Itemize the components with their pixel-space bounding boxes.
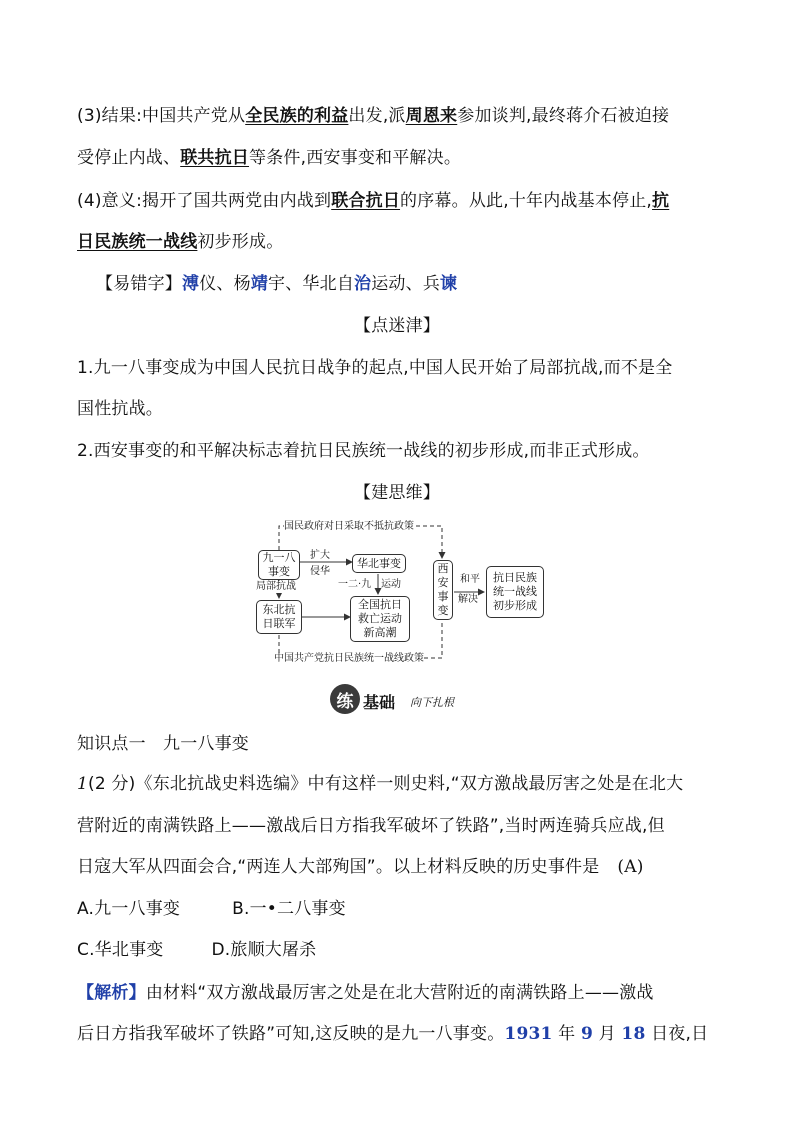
question-line-1 — [77, 772, 719, 796]
options-row-1 — [77, 897, 719, 921]
key-term: 全民族的利益 — [245, 106, 349, 126]
key-term: 抗 — [652, 191, 670, 211]
label-129-b: 运动 — [381, 579, 401, 590]
text: 仪、杨 — [199, 274, 251, 294]
text: 运动、兵 — [371, 274, 441, 294]
month: 9 — [580, 1024, 593, 1044]
tips-item-1-cont: 国性抗战。 — [77, 399, 163, 419]
top-policy-label: 国民政府对日采取不抵抗政策 — [284, 521, 414, 532]
box-northeast-army — [256, 600, 302, 634]
key-term: 联合抗日 — [331, 191, 401, 211]
box-918-incident — [258, 550, 300, 580]
result-line-2 — [77, 146, 719, 170]
text: 等条件,西安事变和平解决。 — [249, 148, 462, 168]
box-national-movement — [350, 596, 410, 642]
text: 的序幕。从此,十年内战基本停止, — [400, 191, 653, 211]
text: 受停止内战、 — [77, 148, 181, 168]
box-text: 事 — [437, 590, 449, 603]
box-text: 初步形成 — [493, 599, 537, 612]
text: 后日方指我军破坏了铁路”可知,这反映的是九一八事变。 — [77, 1024, 505, 1044]
option-c: C.华北事变 — [77, 940, 164, 960]
typo-line — [96, 272, 738, 296]
highlight-char: 谏 — [440, 274, 458, 294]
text: (4)意义:揭开了国共两党由内战到 — [77, 191, 332, 211]
text: (3)结果:中国共产党从 — [77, 106, 246, 126]
text: 出发,派 — [348, 106, 406, 126]
option-b: B.一•二八事变 — [232, 899, 346, 919]
text: (2 分)《东北抗战史料选编》中有这样一则史料,“双方激战最厉害之处是在北大 — [88, 774, 684, 794]
mindmap-title: 【建思维】 — [354, 483, 440, 503]
box-text: 安 — [437, 576, 449, 589]
box-xian-incident — [433, 560, 453, 620]
practice-banner — [330, 684, 470, 716]
box-text: 事变 — [268, 565, 290, 578]
label-expand: 扩大 — [310, 550, 330, 561]
box-text: 全国抗日 — [358, 598, 402, 611]
tips-item-1: 1.九一八事变成为中国人民抗日战争的起点,中国人民开始了局部抗战,而不是全 — [77, 358, 673, 378]
key-term: 周恩来 — [405, 106, 458, 126]
key-term: 日民族统一战线 — [77, 232, 198, 252]
box-text: 新高潮 — [363, 626, 397, 639]
analysis-line-2 — [77, 1022, 719, 1046]
text: 日寇大军从四面会合,“两连人大部殉国”。以上材料反映的历史事件是 — [77, 857, 600, 877]
text: 日夜,日 — [645, 1024, 709, 1044]
meaning-line-2 — [77, 230, 719, 254]
banner-subtitle: 向下扎根 — [410, 696, 454, 709]
knowledge-point-title: 知识点一 九一八事变 — [77, 734, 249, 754]
label-invasion: 侵华 — [310, 566, 330, 577]
box-united-front — [486, 566, 544, 618]
practice-badge-icon: 练 — [330, 684, 360, 714]
analysis-tag: 【解析】 — [77, 983, 146, 1003]
question-line-3 — [77, 855, 719, 879]
mindmap-diagram — [252, 514, 552, 670]
box-text: 西 — [437, 562, 449, 575]
label-peace: 和平 — [460, 574, 480, 585]
text: 由材料“双方激战最厉害之处是在北大营附近的南满铁路上——激战 — [145, 983, 654, 1003]
text: 宇、华北自 — [268, 274, 355, 294]
meaning-line-1 — [77, 189, 719, 213]
result-line-1 — [77, 104, 719, 128]
section-tag: 【易错字】 — [96, 274, 182, 294]
highlight-char: 溥 — [182, 274, 200, 294]
bottom-policy-label: 中国共产党抗日民族统一战线政策 — [274, 653, 424, 664]
tips-title: 【点迷津】 — [354, 316, 440, 336]
banner-title: 基础 — [363, 693, 396, 712]
analysis-line-1 — [77, 981, 719, 1005]
question-number: 1 — [77, 774, 89, 794]
text: 年 — [552, 1024, 581, 1044]
highlight-char: 治 — [354, 274, 372, 294]
label-129-a: 一二·九 — [338, 579, 372, 590]
highlight-char: 靖 — [250, 274, 269, 294]
tips-item-2: 2.西安事变的和平解决标志着抗日民族统一战线的初步形成,而非正式形成。 — [77, 441, 650, 461]
text: 参加谈判,最终蒋介石被迫接 — [457, 106, 670, 126]
year: 1931 — [504, 1024, 553, 1044]
box-text: 东北抗 — [262, 603, 296, 616]
text: 月 — [593, 1024, 622, 1044]
text: 初步形成。 — [197, 232, 284, 252]
label-resolve: 解决 — [458, 594, 478, 605]
question-line-2: 营附近的南满铁路上——激战后日方指我军破坏了铁路”,当时两连骑兵应战,但 — [77, 816, 665, 836]
answer-mark: (A) — [617, 857, 644, 877]
box-text: 变 — [437, 604, 449, 617]
box-huabei-incident: 华北事变 — [352, 554, 406, 573]
box-text: 抗日民族 — [493, 571, 537, 584]
label-local-resistance: 局部抗战 — [256, 581, 296, 592]
key-term: 联共抗日 — [180, 148, 250, 168]
day: 18 — [621, 1024, 646, 1044]
box-text: 统一战线 — [493, 585, 537, 598]
option-d: D.旅顺大屠杀 — [211, 940, 317, 960]
box-text: 日联军 — [262, 617, 296, 630]
options-row-2 — [77, 938, 719, 962]
option-a: A.九一八事变 — [77, 899, 181, 919]
box-text: 九一八 — [262, 551, 296, 564]
box-text: 救亡运动 — [358, 612, 402, 625]
